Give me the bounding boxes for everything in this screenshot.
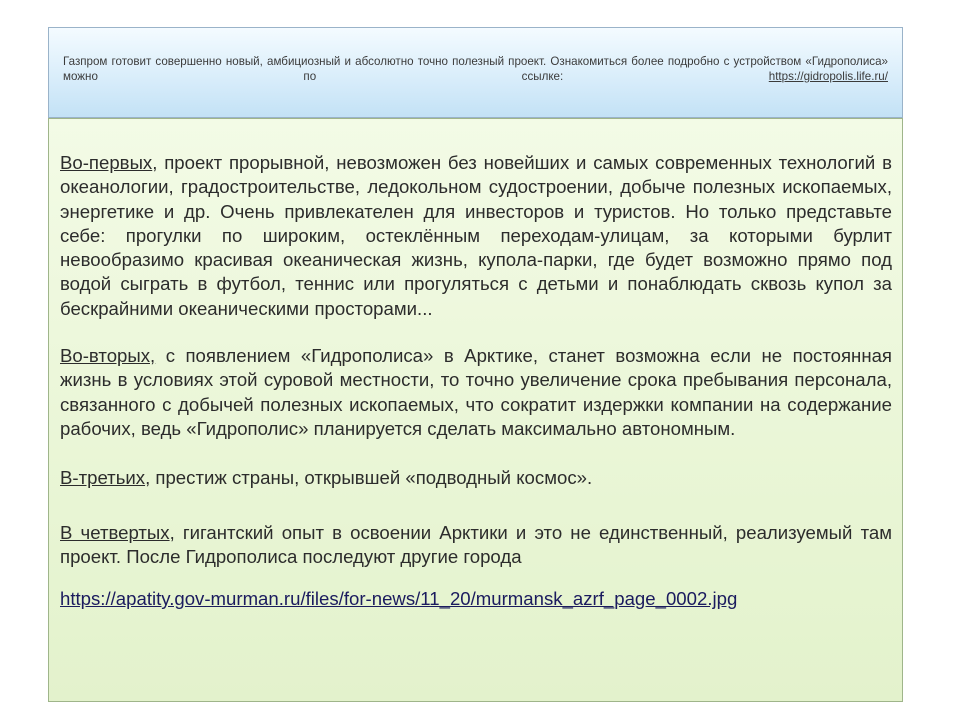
intro-text: Газпром готовит совершенно новый, амбициозный и абсолютно точно полезный проект. Ознакомиться более подробно с устройством «Гидрополиса» можно по ссылке: xyxy=(63,55,888,83)
paragraph-second xyxy=(60,344,892,441)
paragraph-fourth xyxy=(60,521,892,570)
paragraph-third xyxy=(60,466,892,490)
paragraph-text: , проект прорывной, невозможен без новейших и самых современных технологий в океанологии, градостроительстве, ледокольном судостроении, добыче полезных ископаемых, энергетике и др. Очень привлекателен для инвесторов и туристов. Но только представьте себе: прогулки по широким, остеклённым переходам-улицам, за которыми бурлит невообразимо красивая океаническая жизнь, купола-парки, где будет возможно прямо под водой сыграть в футбол, теннис или прогуляться с детьми и понаблюдать сквозь купол за бескрайними океаническими просторами... xyxy=(60,152,892,319)
paragraph-lead: Во-вторых, xyxy=(60,345,156,367)
source-link-line xyxy=(60,587,892,611)
source-image-link[interactable]: https://apatity.gov-murman.ru/files/for-news/11_20/murmansk_azrf_page_0002.jpg xyxy=(60,588,738,610)
main-content-box xyxy=(48,118,903,702)
intro-box xyxy=(48,27,903,118)
paragraph-text: с появлением «Гидрополиса» в Арктике, станет возможна если не постоянная жизнь в условиях этой суровой местности, то точно увеличение срока пребывания персонала, связанного с добычей полезных ископаемых, что сократит издержки компании на содержание рабочих, ведь «Гидрополис» планируется сделать максимально автономным. xyxy=(60,345,892,439)
paragraph-text: , гигантский опыт в освоении Арктики и это не единственный, реализуемый там проект. После Гидрополиса последуют другие города xyxy=(60,521,893,567)
paragraph-first xyxy=(60,151,892,321)
gidropolis-link[interactable]: https://gidropolis.life.ru/ xyxy=(768,70,888,83)
paragraph-lead: В четвертых xyxy=(60,521,170,543)
paragraph-lead: В-третьих xyxy=(60,467,146,489)
paragraph-lead: Во-первых xyxy=(60,152,153,173)
paragraph-text: , престиж страны, открывшей «подводный космос». xyxy=(145,467,593,489)
